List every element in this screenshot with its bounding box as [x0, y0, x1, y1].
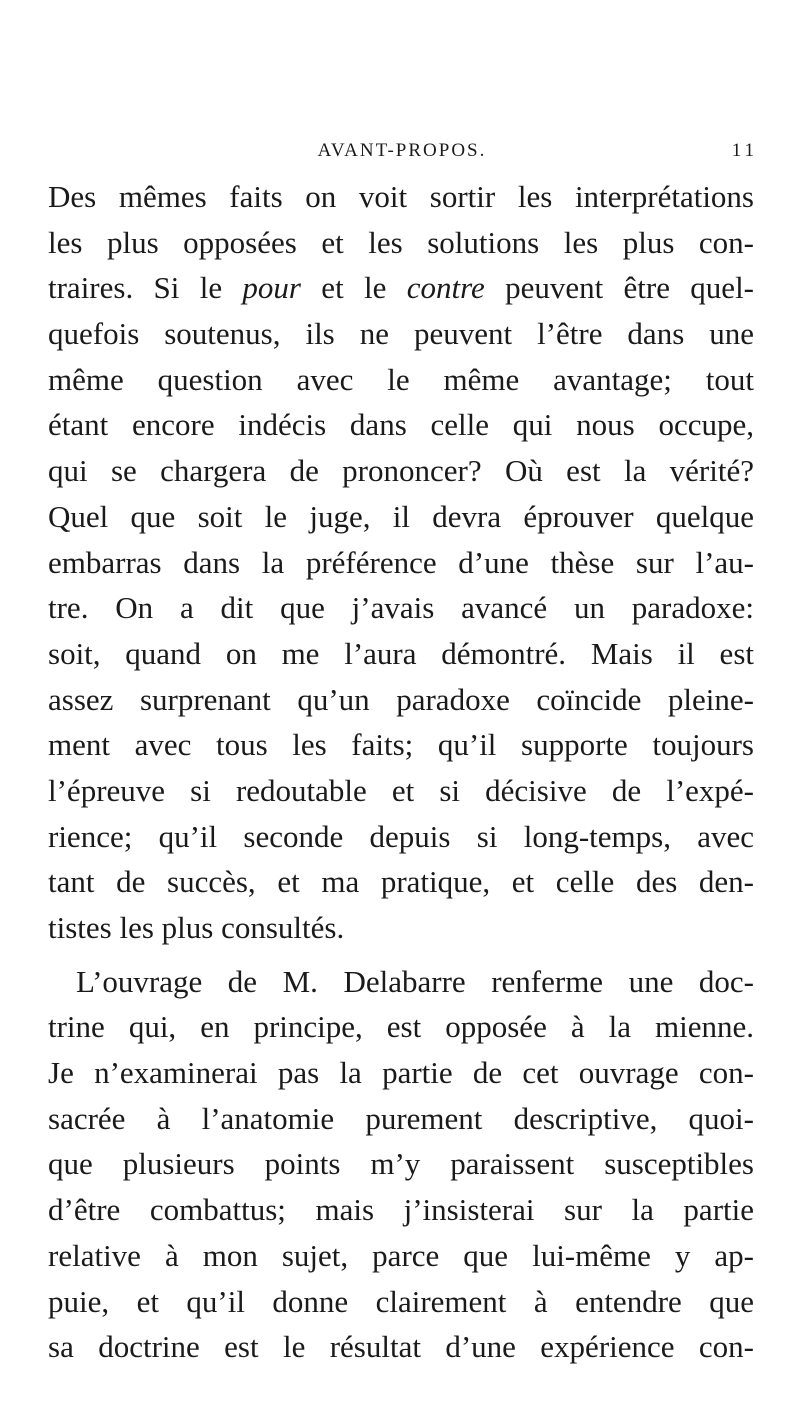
text-line: sa doctrine est le résultat d’une expérience con-	[48, 1329, 754, 1365]
text-line: ment avec tous les faits; qu’il supporte toujours	[48, 727, 754, 763]
text-line: tre. On a dit que j’avais avancé un paradoxe:	[48, 590, 754, 626]
text-line: soit, quand on me l’aura démontré. Mais il est	[48, 635, 754, 671]
italic-word-pour: pour	[242, 270, 301, 306]
text-line: rience; qu’il seconde depuis si long-temps, avec	[48, 818, 754, 854]
running-head	[46, 140, 758, 166]
paragraph-gap	[48, 951, 754, 959]
text-line: trine qui, en principe, est opposée à la mienne.	[48, 1009, 754, 1045]
text-line: embarras dans la préférence d’une thèse sur l’au-	[48, 544, 754, 580]
text-line: étant encore indécis dans celle qui nous occupe,	[48, 407, 754, 443]
text-line: l’épreuve si redoutable et si décisive de l’expé-	[48, 772, 754, 808]
text-line: Des mêmes faits on voit sortir les interprétations	[48, 179, 754, 214]
text-line: Quel que soit le juge, il devra éprouver quelque	[48, 498, 754, 534]
text-line: L’ouvrage de M. Delabarre renferme une doc-	[76, 963, 754, 999]
text-line: assez surprenant qu’un paradoxe coïncide pleine-	[48, 681, 754, 717]
text-line: les plus opposées et les solutions les plus con-	[48, 224, 754, 260]
text-line: relative à mon sujet, parce que lui-même y ap-	[48, 1237, 754, 1273]
text-line: même question avec le même avantage; tout	[48, 361, 754, 397]
text-line: qui se chargera de prononcer? Où est la vérité?	[48, 453, 754, 489]
page-number: 11	[731, 140, 758, 161]
text-line: Je n’examinerai pas la partie de cet ouvrage con-	[48, 1055, 754, 1091]
text-line: d’être combattus; mais j’insisterai sur la partie	[48, 1192, 754, 1228]
text-line: traires. Si le pour et le contre peuvent être quel-	[48, 270, 755, 306]
text-line: quefois soutenus, ils ne peuvent l’être dans une	[48, 316, 754, 352]
text-line: tant de succès, et ma pratique, et celle des den-	[48, 864, 754, 900]
body-text	[48, 174, 754, 1370]
text-line: que plusieurs points m’y paraissent susceptibles	[48, 1146, 754, 1182]
text-line: sacrée à l’anatomie purement descriptive, quoi-	[48, 1100, 754, 1136]
text-line: tistes les plus consultés.	[48, 910, 345, 945]
text-line: puie, et qu’il donne clairement à entendre que	[48, 1283, 754, 1319]
running-title: AVANT-PROPOS.	[317, 140, 487, 161]
italic-word-contre: contre	[406, 270, 485, 306]
